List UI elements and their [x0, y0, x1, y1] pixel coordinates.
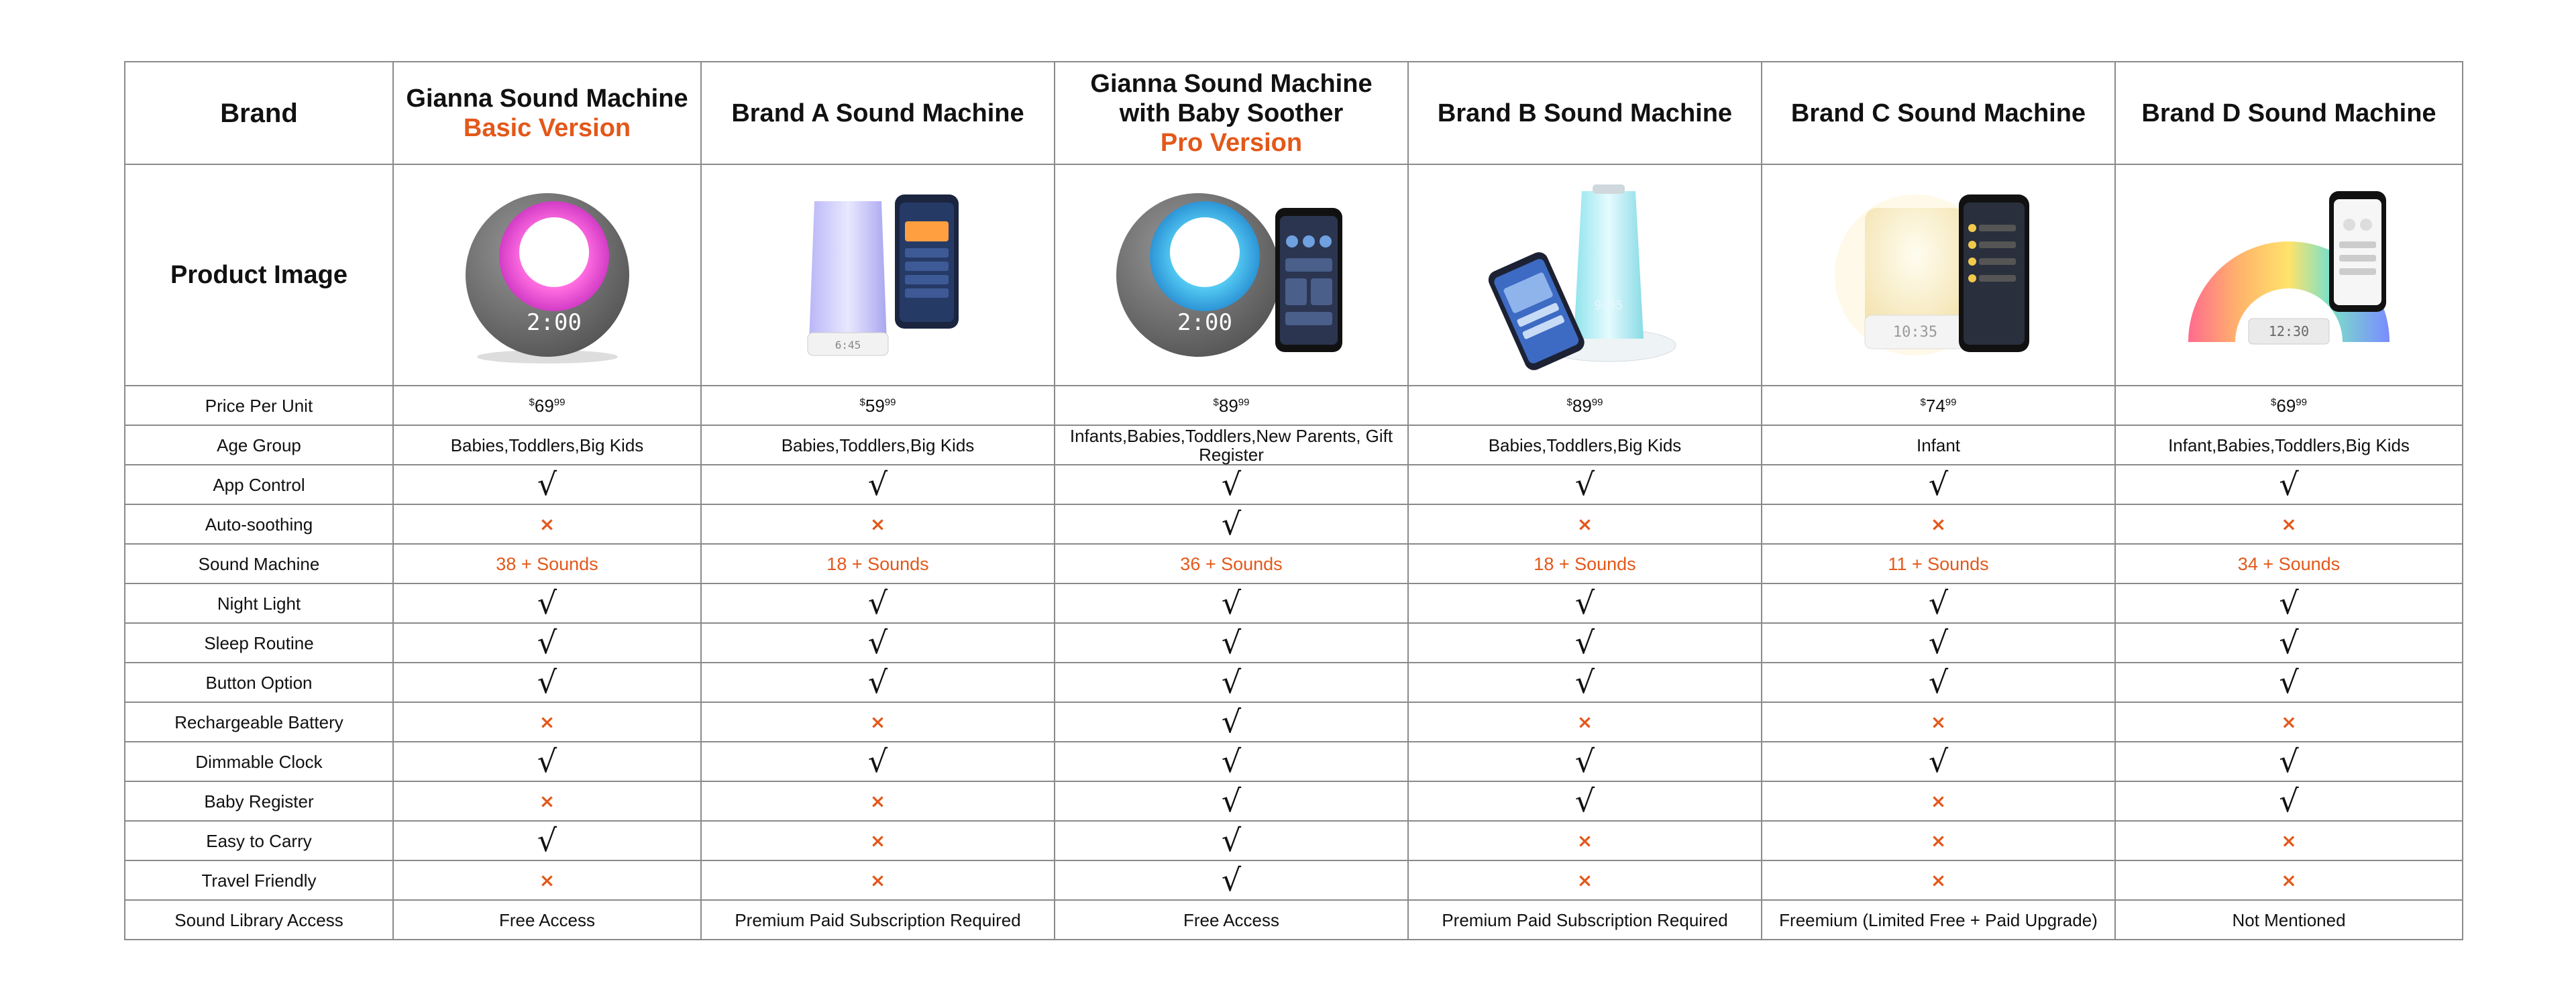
mark-cell — [701, 821, 1055, 860]
mark-cell — [701, 504, 1055, 544]
cell-text: Babies,Toddlers,Big Kids — [1488, 435, 1682, 455]
feature-row — [125, 425, 2463, 465]
cross-icon: × — [1576, 512, 1593, 535]
text-cell — [1762, 900, 2115, 940]
mark-cell — [1055, 860, 1408, 900]
rainbow-light-with-phone-icon — [2175, 184, 2403, 366]
cell-text: Premium Paid Subscription Required — [1442, 909, 1728, 930]
product-name: Brand B Sound Machine — [1437, 99, 1733, 127]
checkmark-icon: √ — [2279, 783, 2299, 819]
mark-cell — [1055, 504, 1408, 544]
mark-cell — [1055, 583, 1408, 623]
cell-text: Premium Paid Subscription Required — [735, 909, 1021, 930]
svg-text:12:30: 12:30 — [2268, 323, 2310, 339]
mark-cell — [1762, 860, 2115, 900]
feature-row — [125, 504, 2463, 544]
cross-icon: × — [539, 512, 555, 535]
mark-cell — [1055, 623, 1408, 663]
checkmark-icon: √ — [537, 743, 557, 779]
row-label: Product Image — [125, 164, 393, 386]
checkmark-icon: √ — [1221, 783, 1242, 819]
text-cell — [1762, 425, 2115, 465]
product-header-brand-d — [2115, 62, 2463, 164]
mark-cell — [1408, 623, 1762, 663]
cross-icon: × — [1930, 789, 1947, 812]
cross-icon: × — [1576, 710, 1593, 733]
mark-cell — [1762, 781, 2115, 821]
mark-cell — [393, 860, 701, 900]
mark-cell — [393, 583, 701, 623]
text-cell — [701, 900, 1055, 940]
comparison-table — [124, 61, 2463, 940]
row-label: Dimmable Clock — [125, 742, 393, 781]
svg-text:2:00: 2:00 — [1177, 309, 1232, 336]
mark-cell — [1762, 663, 2115, 702]
mark-cell — [1762, 821, 2115, 860]
cross-icon: × — [1576, 829, 1593, 852]
checkmark-icon: √ — [1928, 743, 1949, 779]
product-header-brand-b — [1408, 62, 1762, 164]
row-label: Age Group — [125, 425, 393, 465]
feature-row — [125, 742, 2463, 781]
checkmark-icon: √ — [867, 664, 888, 700]
text-cell — [2115, 425, 2463, 465]
mark-cell — [1055, 663, 1408, 702]
aqua-lantern-with-phone-icon — [1474, 178, 1696, 372]
mark-cell — [1055, 465, 1408, 504]
product-image — [701, 164, 1055, 386]
text-cell — [1408, 900, 1762, 940]
checkmark-icon: √ — [1221, 466, 1242, 502]
checkmark-icon: √ — [867, 466, 888, 502]
row-label: Sound Machine — [125, 544, 393, 583]
product-name: Gianna Sound Machine — [406, 84, 688, 113]
checkmark-icon: √ — [867, 624, 888, 661]
mark-cell — [701, 465, 1055, 504]
cross-icon: × — [539, 869, 555, 891]
feature-row — [125, 623, 2463, 663]
mark-cell — [2115, 623, 2463, 663]
mark-cell — [1408, 702, 1762, 742]
checkmark-icon: √ — [1574, 783, 1595, 819]
mark-cell — [1762, 504, 2115, 544]
product-header-brand-c — [1762, 62, 2115, 164]
product-image — [393, 164, 701, 386]
price-cell — [701, 386, 1055, 425]
product-image — [2115, 164, 2463, 386]
round-gray-speaker-pink-light-icon — [453, 181, 641, 369]
checkmark-icon: √ — [1221, 704, 1242, 740]
price-row — [125, 386, 2463, 425]
cell-text: Free Access — [1183, 909, 1280, 930]
sounds-cell — [1055, 544, 1408, 583]
svg-text:6:45: 6:45 — [835, 339, 861, 351]
checkmark-icon: √ — [2279, 585, 2299, 621]
price: $^{\$}89^{99}$ — [1213, 395, 1250, 416]
mark-cell — [1408, 781, 1762, 821]
checkmark-icon: √ — [537, 664, 557, 700]
mark-cell — [393, 663, 701, 702]
sounds-cell — [393, 544, 701, 583]
svg-text:9:45: 9:45 — [1593, 298, 1623, 313]
mark-cell — [1055, 821, 1408, 860]
row-label: Price Per Unit — [125, 386, 393, 425]
mark-cell — [701, 702, 1055, 742]
mark-cell — [1055, 702, 1408, 742]
checkmark-icon: √ — [1574, 466, 1595, 502]
cross-icon: × — [869, 829, 886, 852]
cross-icon: × — [869, 710, 886, 733]
mark-cell — [1408, 504, 1762, 544]
checkmark-icon: √ — [537, 585, 557, 621]
price-cell — [393, 386, 701, 425]
row-label: Button Option — [125, 663, 393, 702]
feature-row — [125, 663, 2463, 702]
version-label: Pro Version — [1160, 128, 1303, 157]
mark-cell — [1408, 860, 1762, 900]
feature-row — [125, 544, 2463, 583]
cross-icon: × — [2281, 512, 2297, 535]
warm-lantern-with-phone-icon — [1828, 181, 2049, 369]
checkmark-icon: √ — [2279, 664, 2299, 700]
cell-text: Infants,Babies,Toddlers,New Parents, Gift Register — [1069, 425, 1393, 465]
text-cell — [701, 425, 1055, 465]
mark-cell — [393, 821, 701, 860]
mark-cell — [393, 781, 701, 821]
sound-count: 34 + Sounds — [2237, 553, 2341, 574]
mark-cell — [701, 663, 1055, 702]
price: $^{\$}89^{99}$ — [1566, 395, 1603, 416]
checkmark-icon: √ — [867, 743, 888, 779]
checkmark-icon: √ — [1928, 585, 1949, 621]
feature-row — [125, 465, 2463, 504]
row-label: Sleep Routine — [125, 623, 393, 663]
checkmark-icon: √ — [1221, 506, 1242, 542]
product-header-gianna-pro — [1055, 62, 1408, 164]
price-cell — [1762, 386, 2115, 425]
cell-text: Not Mentioned — [2232, 909, 2346, 930]
feature-row — [125, 781, 2463, 821]
cross-icon: × — [869, 512, 886, 535]
mark-cell — [701, 742, 1055, 781]
cross-icon: × — [869, 869, 886, 891]
product-header-gianna-basic — [393, 62, 701, 164]
text-cell — [1408, 425, 1762, 465]
row-label: App Control — [125, 465, 393, 504]
mark-cell — [393, 504, 701, 544]
cross-icon: × — [1930, 512, 1947, 535]
product-image — [1762, 164, 2115, 386]
mark-cell — [1408, 742, 1762, 781]
feature-row — [125, 821, 2463, 860]
checkmark-icon: √ — [1221, 743, 1242, 779]
svg-text:10:35: 10:35 — [1892, 324, 1937, 341]
feature-row — [125, 900, 2463, 940]
mark-cell — [1408, 663, 1762, 702]
product-image — [1408, 164, 1762, 386]
checkmark-icon: √ — [1574, 585, 1595, 621]
mark-cell — [701, 781, 1055, 821]
price: $^{\$}59^{99}$ — [859, 395, 896, 416]
cross-icon: × — [2281, 869, 2297, 891]
cross-icon: × — [1930, 869, 1947, 891]
price: $^{\$}69^{99}$ — [529, 395, 566, 416]
price: $^{\$}74^{99}$ — [1920, 395, 1957, 416]
cross-icon: × — [869, 789, 886, 812]
mark-cell — [1055, 781, 1408, 821]
mark-cell — [1408, 583, 1762, 623]
mark-cell — [1762, 702, 2115, 742]
cell-text: Free Access — [498, 909, 596, 930]
price: $^{\$}69^{99}$ — [2271, 395, 2307, 416]
row-label: Rechargeable Battery — [125, 702, 393, 742]
product-image — [1055, 164, 1408, 386]
mark-cell — [1055, 742, 1408, 781]
cell-text: Babies,Toddlers,Big Kids — [450, 435, 644, 455]
mark-cell — [701, 860, 1055, 900]
mark-cell — [701, 623, 1055, 663]
row-label: Easy to Carry — [125, 821, 393, 860]
sounds-cell — [701, 544, 1055, 583]
cell-text: Infant,Babies,Toddlers,Big Kids — [2168, 435, 2410, 455]
lavender-lantern-with-phone-icon — [767, 181, 989, 369]
row-label: Baby Register — [125, 781, 393, 821]
price-cell — [2115, 386, 2463, 425]
svg-text:2:00: 2:00 — [526, 309, 582, 336]
sounds-cell — [1408, 544, 1762, 583]
row-label: Auto-soothing — [125, 504, 393, 544]
checkmark-icon: √ — [1928, 624, 1949, 661]
product-name-line2: with Baby Soother — [1119, 99, 1344, 127]
mark-cell — [2115, 663, 2463, 702]
sound-count: 38 + Sounds — [496, 553, 598, 574]
checkmark-icon: √ — [537, 822, 557, 858]
row-label: Night Light — [125, 583, 393, 623]
checkmark-icon: √ — [2279, 624, 2299, 661]
product-name: Brand A Sound Machine — [731, 99, 1024, 127]
checkmark-icon: √ — [1928, 664, 1949, 700]
cell-text: Freemium (Limited Free + Paid Upgrade) — [1779, 909, 2098, 930]
image-row — [125, 164, 2463, 386]
cross-icon: × — [1576, 869, 1593, 891]
text-cell — [1055, 900, 1408, 940]
cross-icon: × — [539, 789, 555, 812]
sound-count: 11 + Sounds — [1888, 553, 1989, 574]
checkmark-icon: √ — [1574, 743, 1595, 779]
checkmark-icon: √ — [1928, 466, 1949, 502]
feature-row — [125, 702, 2463, 742]
mark-cell — [2115, 821, 2463, 860]
mark-cell — [2115, 781, 2463, 821]
mark-cell — [2115, 583, 2463, 623]
round-gray-speaker-blue-light-with-phone-icon — [1104, 181, 1359, 369]
cell-text: Babies,Toddlers,Big Kids — [781, 435, 975, 455]
checkmark-icon: √ — [1574, 664, 1595, 700]
row-label: Travel Friendly — [125, 860, 393, 900]
checkmark-icon: √ — [2279, 743, 2299, 779]
checkmark-icon: √ — [537, 624, 557, 661]
checkmark-icon: √ — [1221, 862, 1242, 898]
sound-count: 18 + Sounds — [1534, 553, 1636, 574]
product-name: Brand C Sound Machine — [1790, 99, 2086, 127]
cross-icon: × — [539, 710, 555, 733]
cross-icon: × — [1930, 710, 1947, 733]
checkmark-icon: √ — [867, 585, 888, 621]
checkmark-icon: √ — [1221, 664, 1242, 700]
cross-icon: × — [2281, 829, 2297, 852]
mark-cell — [393, 702, 701, 742]
brand-header-label: Brand — [125, 62, 393, 164]
checkmark-icon: √ — [1221, 822, 1242, 858]
sound-count: 18 + Sounds — [826, 553, 929, 574]
mark-cell — [2115, 702, 2463, 742]
mark-cell — [393, 742, 701, 781]
mark-cell — [1408, 821, 1762, 860]
header-row — [125, 62, 2463, 164]
product-name: Gianna Sound Machine — [1090, 69, 1373, 98]
feature-row — [125, 583, 2463, 623]
checkmark-icon: √ — [1221, 585, 1242, 621]
mark-cell — [1762, 742, 2115, 781]
product-name: Brand D Sound Machine — [2141, 99, 2436, 127]
cross-icon: × — [2281, 710, 2297, 733]
feature-row — [125, 860, 2463, 900]
mark-cell — [2115, 465, 2463, 504]
row-label: Sound Library Access — [125, 900, 393, 940]
text-cell — [1055, 425, 1408, 465]
mark-cell — [1408, 465, 1762, 504]
mark-cell — [1762, 583, 2115, 623]
mark-cell — [2115, 504, 2463, 544]
checkmark-icon: √ — [1221, 624, 1242, 661]
sounds-cell — [1762, 544, 2115, 583]
price-cell — [1408, 386, 1762, 425]
mark-cell — [1762, 465, 2115, 504]
text-cell — [393, 900, 701, 940]
mark-cell — [1762, 623, 2115, 663]
version-label: Basic Version — [463, 113, 631, 142]
mark-cell — [393, 465, 701, 504]
cross-icon: × — [1930, 829, 1947, 852]
sounds-cell — [2115, 544, 2463, 583]
mark-cell — [393, 623, 701, 663]
checkmark-icon: √ — [1574, 624, 1595, 661]
checkmark-icon: √ — [537, 466, 557, 502]
text-cell — [393, 425, 701, 465]
sound-count: 36 + Sounds — [1180, 553, 1283, 574]
product-header-brand-a — [701, 62, 1055, 164]
mark-cell — [701, 583, 1055, 623]
text-cell — [2115, 900, 2463, 940]
checkmark-icon: √ — [2279, 466, 2299, 502]
mark-cell — [2115, 860, 2463, 900]
price-cell — [1055, 386, 1408, 425]
cell-text: Infant — [1916, 435, 1961, 455]
mark-cell — [2115, 742, 2463, 781]
